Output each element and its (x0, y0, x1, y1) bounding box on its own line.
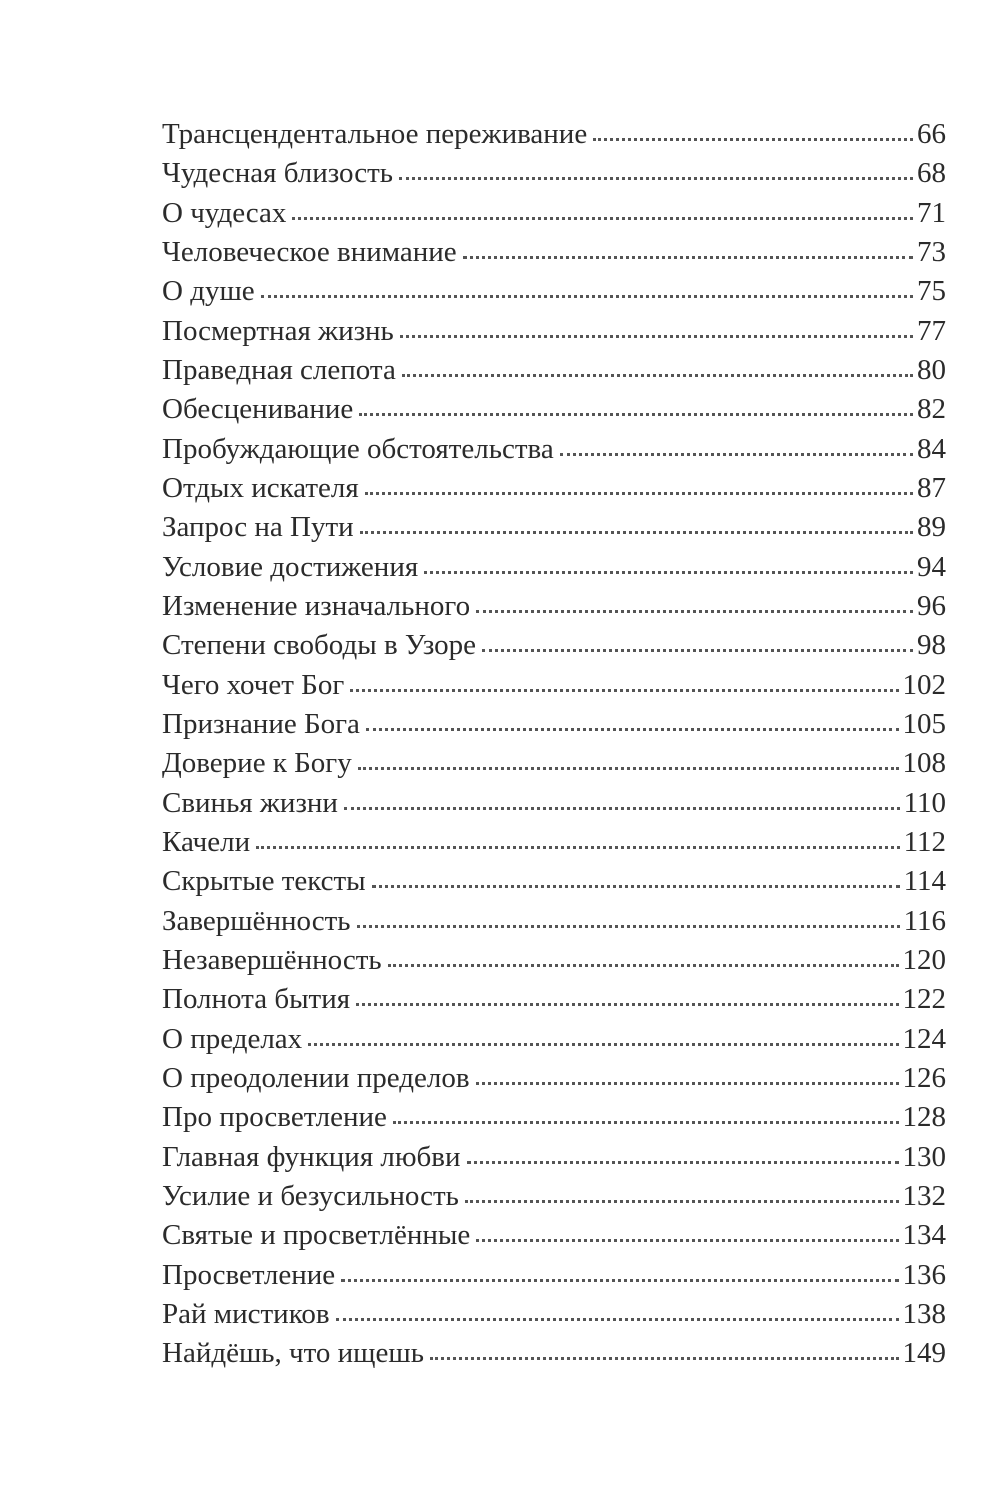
toc-entry-page-number: 132 (902, 1179, 946, 1212)
toc-entry-page-number: 136 (902, 1258, 946, 1291)
dot-leader (292, 216, 913, 220)
toc-entry-page-number: 128 (902, 1101, 946, 1134)
toc-entry-title: Отдых искателя (162, 471, 359, 504)
toc-entry-page-number: 110 (903, 786, 946, 819)
dot-leader (344, 806, 900, 810)
toc-entry-title: Трансцендентальное переживание (162, 118, 588, 150)
dot-leader (308, 1042, 898, 1046)
toc-entry[interactable] (162, 390, 946, 429)
toc-entry-page-number: 87 (917, 471, 946, 504)
toc-entry[interactable] (162, 272, 946, 311)
toc-entry-title: Условие достижения (162, 550, 419, 583)
toc-entry[interactable] (162, 430, 946, 469)
toc-entry-title: Святые и просветлённые (162, 1219, 471, 1252)
toc-entry-page-number: 75 (917, 275, 946, 308)
dot-leader (357, 924, 900, 928)
toc-entry-title: Чего хочет Бог (162, 668, 345, 701)
toc-entry[interactable] (162, 1216, 946, 1255)
dot-leader (476, 609, 913, 613)
toc-entry[interactable] (162, 1334, 946, 1373)
toc-entry-title: Завершённость (162, 904, 351, 937)
dot-leader (424, 570, 913, 574)
toc-entry-title: Пробуждающие обстоятельства (162, 432, 554, 465)
toc-entry-page-number: 94 (917, 550, 946, 583)
toc-entry-title: Изменение изначального (162, 589, 471, 622)
toc-entry[interactable] (162, 233, 946, 272)
toc-entry[interactable] (162, 1138, 946, 1177)
toc-entry-title: Человеческое внимание (162, 235, 457, 268)
toc-entry-page-number: 130 (902, 1140, 946, 1173)
dot-leader (400, 334, 913, 338)
dot-leader (560, 452, 913, 456)
toc-entry-page-number: 116 (903, 904, 946, 937)
dot-leader (336, 1317, 899, 1321)
dot-leader (402, 373, 913, 377)
toc-entry-page-number: 98 (917, 629, 946, 662)
dot-leader (358, 766, 899, 770)
dot-leader (463, 255, 913, 259)
toc-entry[interactable] (162, 1098, 946, 1137)
toc-entry-page-number: 122 (902, 983, 946, 1016)
toc-entry-title: Качели (162, 825, 251, 858)
dot-leader (261, 294, 913, 298)
toc-entry-title: Просветление (162, 1258, 336, 1291)
toc-entry-title: Посмертная жизнь (162, 314, 394, 347)
toc-entry[interactable] (162, 548, 946, 587)
dot-leader (360, 530, 913, 534)
toc-entry-title: О преодолении пределов (162, 1061, 470, 1094)
dot-leader (467, 1160, 899, 1164)
toc-entry[interactable] (162, 351, 946, 390)
dot-leader (256, 845, 899, 849)
toc-entry[interactable] (162, 1295, 946, 1334)
toc-entry-title: Незавершённость (162, 943, 382, 976)
toc-entry-title: Доверие к Богу (162, 747, 352, 780)
toc-entry[interactable] (162, 862, 946, 901)
toc-entry-title: Найдёшь, что ищешь (162, 1337, 424, 1370)
dot-leader (356, 1002, 898, 1006)
toc-entry[interactable] (162, 744, 946, 783)
toc-entry[interactable] (162, 115, 946, 154)
toc-entry-page-number: 80 (917, 353, 946, 386)
toc-entry-title: Рай мистиков (162, 1297, 330, 1330)
toc-entry-page-number: 114 (903, 865, 946, 898)
dot-leader (465, 1199, 899, 1203)
toc-entry[interactable] (162, 1256, 946, 1295)
dot-leader (388, 963, 899, 967)
toc-entry-page-number: 126 (902, 1061, 946, 1094)
toc-entry-page-number: 68 (917, 157, 946, 190)
dot-leader (350, 688, 898, 692)
toc-entry[interactable] (162, 312, 946, 351)
toc-entry-title: Про просветление (162, 1101, 387, 1134)
toc-entry-title: Чудесная близость (162, 157, 394, 190)
dot-leader (359, 412, 913, 416)
toc-entry[interactable] (162, 1059, 946, 1098)
dot-leader (341, 1278, 898, 1282)
toc-entry[interactable] (162, 902, 946, 941)
toc-entry-title: Главная функция любви (162, 1140, 461, 1173)
toc-entry-page-number: 84 (917, 432, 946, 465)
toc-entry[interactable] (162, 705, 946, 744)
toc-entry[interactable] (162, 823, 946, 862)
toc-entry-page-number: 134 (902, 1219, 946, 1252)
toc-entry[interactable] (162, 941, 946, 980)
toc-entry[interactable] (162, 1177, 946, 1216)
dot-leader (372, 884, 900, 888)
toc-entry-page-number: 73 (917, 235, 946, 268)
toc-entry-title: Обесценивание (162, 393, 354, 426)
toc-entry-page-number: 66 (917, 118, 946, 150)
toc-entry[interactable] (162, 980, 946, 1019)
dot-leader (482, 648, 913, 652)
table-of-contents (162, 115, 946, 1374)
toc-entry-title: О пределах (162, 1022, 303, 1055)
toc-entry[interactable] (162, 587, 946, 626)
dot-leader (593, 137, 913, 141)
toc-entry-page-number: 108 (902, 747, 946, 780)
dot-leader (476, 1238, 898, 1242)
toc-entry-page-number: 124 (902, 1022, 946, 1055)
toc-entry-title: Степени свободы в Узоре (162, 629, 477, 662)
toc-entry-title: Усилие и безусильность (162, 1179, 459, 1212)
toc-entry-title: Полнота бытия (162, 983, 351, 1016)
toc-entry-page-number: 112 (903, 825, 946, 858)
toc-entry-title: Скрытые тексты (162, 865, 366, 898)
dot-leader (476, 1081, 899, 1085)
toc-entry-title: Свинья жизни (162, 786, 338, 819)
toc-entry-page-number: 120 (902, 943, 946, 976)
dot-leader (366, 727, 899, 731)
toc-entry[interactable] (162, 626, 946, 665)
dot-leader (365, 491, 913, 495)
toc-entry[interactable] (162, 1020, 946, 1059)
toc-entry[interactable] (162, 469, 946, 508)
toc-entry-title: Запрос на Пути (162, 511, 354, 544)
toc-entry-page-number: 138 (902, 1297, 946, 1330)
toc-entry-page-number: 82 (917, 393, 946, 426)
dot-leader (430, 1356, 899, 1360)
toc-entry-title: О чудесах (162, 196, 287, 229)
toc-entry[interactable] (162, 666, 946, 705)
toc-entry-page-number: 96 (917, 589, 946, 622)
toc-entry-title: Признание Бога (162, 707, 360, 740)
toc-entry-page-number: 149 (902, 1337, 946, 1370)
toc-entry-page-number: 102 (902, 668, 946, 701)
toc-entry-page-number: 71 (917, 196, 946, 229)
toc-entry[interactable] (162, 508, 946, 547)
toc-entry[interactable] (162, 194, 946, 233)
dot-leader (399, 176, 913, 180)
toc-entry-page-number: 105 (902, 707, 946, 740)
toc-entry-page-number: 89 (917, 511, 946, 544)
toc-entry-title: Праведная слепота (162, 353, 396, 386)
toc-entry-title: О душе (162, 275, 255, 308)
toc-entry[interactable] (162, 784, 946, 823)
toc-entry-page-number: 77 (917, 314, 946, 347)
dot-leader (393, 1120, 899, 1124)
toc-entry[interactable] (162, 154, 946, 193)
